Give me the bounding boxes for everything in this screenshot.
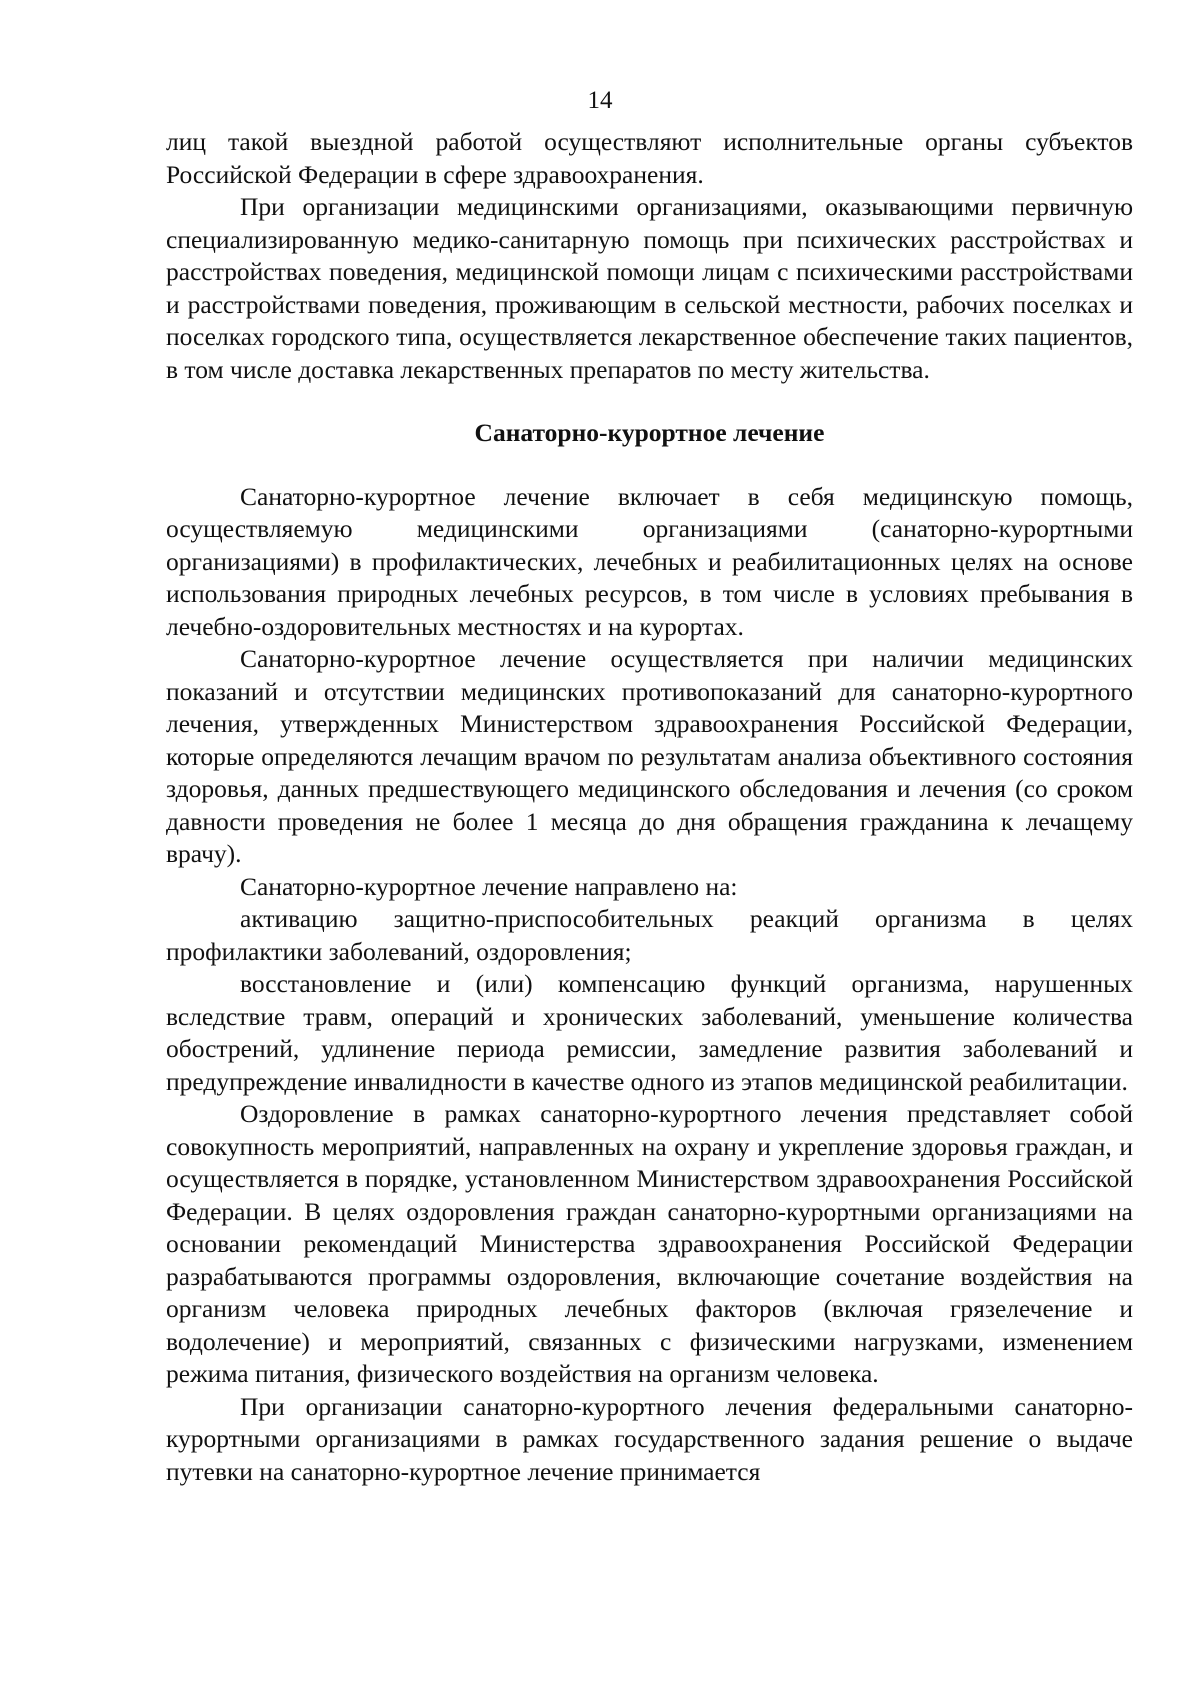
paragraph-psychiatric-drug-supply: При организации медицинскими организациями, оказывающими первичную специализированную медико-санитарную помощь при психических расстройствах и расстройствах поведения, медицинской помощи лицам с психическими расстройствами и расстройствами поведения, проживающим в сельской местности, рабочих поселках и поселках городского типа, осуществляется лекарственное обеспечение таких пациентов, в том числе доставка лекарственных препаратов по месту жительства. [166,192,1133,384]
list-item-activation: активацию защитно-приспособительных реакций организма в целях профилактики заболеваний, оздоровления; [166,904,1133,966]
paragraph-continuation: лиц такой выездной работой осуществляют исполнительные органы субъектов Российской Федерации в сфере здравоохранения. [166,127,1133,189]
document-body [166,126,1133,1488]
spacer [166,386,1133,417]
paragraph-health-improvement: Оздоровление в рамках санаторно-курортного лечения представляет собой совокупность мероприятий, направленных на охрану и укрепление здоровья граждан, и осуществляется в порядке, установленном Министерством здравоохранения Российской Федерации. В целях оздоровления граждан санаторно-курортными организациями на основании рекомендаций Министерства здравоохранения Российской Федерации разрабатываются программы оздоровления, включающие сочетание воздействия на организм человека природных лечебных факторов (включая грязелечение и водолечение) и мероприятий, связанных с физическими нагрузками, изменением режима питания, физического воздействия на организм человека. [166,1099,1133,1388]
section-heading: Санаторно-курортное лечение [474,418,825,447]
list-item-restoration: восстановление и (или) компенсацию функций организма, нарушенных вследствие травм, операций и хронических заболеваний, уменьшение количества обострений, удлинение периода ремиссии, замедление развития заболеваний и предупреждение инвалидности в качестве одного из этапов медицинской реабилитации. [166,969,1133,1096]
spacer [166,450,1133,481]
page-number: 14 [587,87,613,114]
paragraph-voucher-decision: При организации санаторно-курортного лечения федеральными санаторно-курортными организациями в рамках государственного задания решение о выдаче путевки на санаторно-курортное лечение принимается [166,1391,1133,1486]
paragraph-directed-to: Санаторно-курортное лечение направлено на: [240,871,738,901]
paragraph-indications: Санаторно-курортное лечение осуществляется при наличии медицинских показаний и отсутствии медицинских противопоказаний для санаторно-курортного лечения, утвержденных Министерством здравоохранения Российской Федерации, которые определяются лечащим врачом по результатам анализа объективного состояния здоровья, данных предшествующего медицинского обследования и лечения (со сроком давности проведения не более 1 месяца до дня обращения гражданина к лечащему врачу). [166,644,1133,868]
paragraph-definition: Санаторно-курортное лечение включает в себя медицинскую помощь, осуществляемую медицинскими организациями (санаторно-курортными организациями) в профилактических, лечебных и реабилитационных целях на основе использования природных лечебных ресурсов, в том числе в условиях пребывания в лечебно-оздоровительных местностях и на курортах. [166,481,1133,641]
